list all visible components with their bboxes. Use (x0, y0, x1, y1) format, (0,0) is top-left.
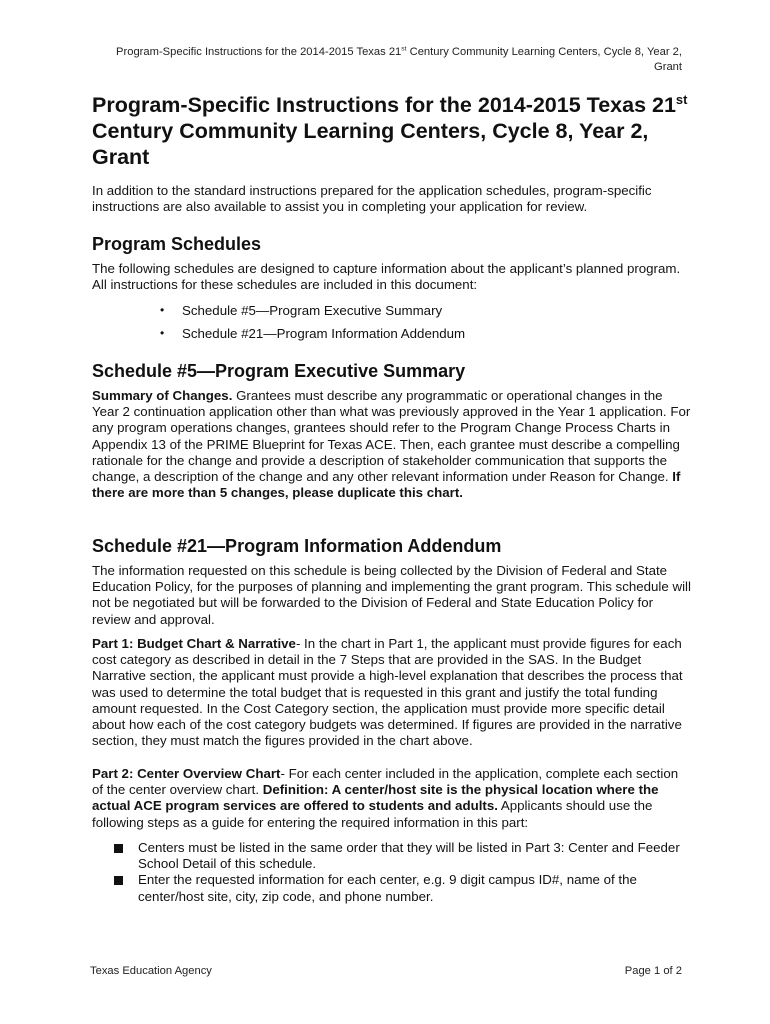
schedule21-paragraph: The information requested on this schedule is being collected by the Division of Federal and State Education Policy, for the purposes of planning and implementing the grant program. This schedule will not be negotiated but will be forwarded to the Division of Federal and State Education Policy for review and approval. (92, 563, 691, 627)
running-header (60, 45, 682, 75)
title-superscript: st (675, 91, 688, 107)
part1-paragraph (92, 636, 692, 749)
running-header-text-end: Century Community Learning Centers, Cycle 8, Year 2, (406, 46, 682, 58)
list-item (114, 840, 684, 872)
list-item-text: Schedule #21—Program Information Addendum (182, 326, 466, 341)
footer-page-number: Page 1 of 2 (624, 965, 682, 977)
schedule-list (160, 302, 680, 348)
part2-text: - For each center included in the application, complete each section of the center overview chart. (92, 766, 679, 798)
title-line2: Century Community Learning Centers, Cycle 8, Year 2, (92, 119, 649, 143)
title-line1: Program-Specific Instructions for the 2014-2015 Texas 21 (92, 93, 676, 117)
document-title (92, 92, 692, 170)
part2-lead: Part 2: Center Overview Chart (92, 766, 281, 781)
part1-text: - In the chart in Part 1, the applicant must provide figures for each cost category as described in detail in the 7 Steps that are provided in the SAS. In the Budget Narrative section, the applicant must provide a high-level explanation that describes the process that was used to determine the total budget that is requested in this grant and justify the total funding amount requested. In the Cost Category section, the application must provide more specific detail about how each of the cost category budgets was determined. If figures are provided in the narrative section, they must match the figures provided in the chart above. (92, 636, 683, 749)
schedule5-heading: Schedule #5—Program Executive Summary (92, 361, 466, 381)
schedule21-heading: Schedule #21—Program Information Addendum (92, 536, 502, 556)
list-item-text: Schedule #5—Program Executive Summary (182, 303, 443, 318)
schedule5-lead: Summary of Changes. (92, 388, 233, 403)
schedule5-emphasis: If there are more than 5 changes, please duplicate this chart. (92, 469, 681, 501)
list-item (114, 872, 684, 904)
intro-paragraph: In addition to the standard instructions prepared for the application schedules, program-specific instructions are also available to assist you in completing your application for review. (92, 183, 652, 215)
list-item (160, 325, 680, 348)
part2-tail: Applicants should use the following steps as a guide for entering the required information in this part: (92, 798, 653, 830)
square-bullet-icon (114, 844, 123, 853)
program-schedules-heading: Program Schedules (92, 234, 262, 254)
bullet-dot-icon: • (160, 303, 165, 317)
running-header-line2: Grant (654, 61, 682, 73)
part1-lead: Part 1: Budget Chart & Narrative (92, 636, 296, 651)
footer-agency: Texas Education Agency (90, 965, 212, 977)
schedule5-text: Grantees must describe any programmatic or operational changes in the Year 2 continuation application other than what was previously approved in the Year 1 application. For any program operations changes, grantees should refer to the Program Change Process Charts in Appendix 13 of the PRIME Blueprint for Texas ACE. Then, each grantee must describe a compelling rationale for the change and provide a description of stakeholder communication that supports the change, a description of the change and any other relevant information under Reason for Change. (92, 388, 691, 485)
list-item-text: Enter the requested information for each center, e.g. 9 digit campus ID#, name of the center/host site, city, zip code, and phone number. (138, 872, 637, 904)
program-schedules-paragraph: The following schedules are designed to capture information about the applicant’s planned program. All instructions for these schedules are included in this document: (92, 261, 681, 293)
schedule5-paragraph (92, 388, 692, 501)
title-line3: Grant (92, 145, 150, 169)
bullet-dot-icon: • (160, 326, 165, 340)
steps-list (114, 840, 684, 905)
running-header-superscript: st (401, 45, 407, 53)
list-item (160, 302, 680, 325)
part2-paragraph (92, 766, 692, 831)
running-header-text: Program-Specific Instructions for the 2014-2015 Texas 21 (116, 46, 402, 58)
list-item-text: Centers must be listed in the same order that they will be listed in Part 3: Center and Feeder School Detail of this schedule. (138, 840, 680, 872)
definition-text: Definition: A center/host site is the physical location where the actual ACE program services are offered to students and adults. (92, 782, 659, 814)
square-bullet-icon (114, 876, 123, 885)
